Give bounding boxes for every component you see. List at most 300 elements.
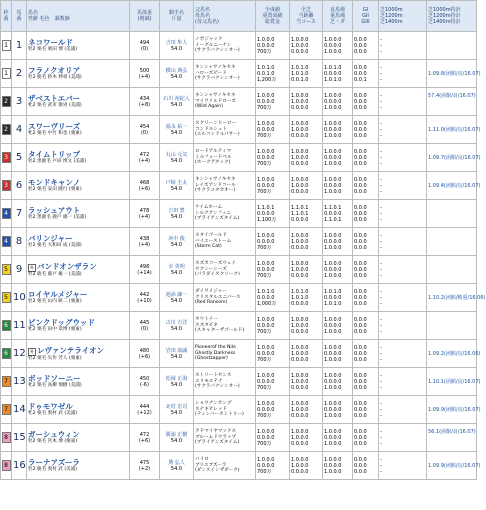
- header-dist: 全芝 当距離 当コース: [290, 1, 323, 32]
- condition-record-cell-line: 1.0.0.0: [324, 456, 342, 463]
- record-cell: [256, 88, 290, 116]
- condition-record-cell-line: 0.0.0.0: [324, 210, 342, 217]
- horse-name-link[interactable]: フラノクオリア: [28, 66, 81, 76]
- time-cell-line: -: [380, 238, 382, 245]
- best-time-cell: [427, 256, 477, 284]
- record-cell: [256, 60, 290, 88]
- table-row[interactable]: [1, 312, 477, 340]
- weight-carried: 54.0: [170, 45, 183, 52]
- distance-record-cell: [290, 200, 323, 228]
- weight-diff: (+2): [138, 465, 151, 472]
- table-row[interactable]: [1, 200, 477, 228]
- weight-value: 468: [139, 179, 150, 186]
- condition-record-cell-line: 0.0.0.0: [324, 182, 342, 189]
- condition-record-cell-line: 0.0.0.0: [324, 238, 342, 245]
- frame-cell: [1, 284, 12, 312]
- pedigree-cell-line: タウトイー: [195, 317, 218, 323]
- pedigree-cell-line: ブリエブズーラ: [195, 462, 227, 468]
- jockey-name-link[interactable]: 浜中 俊: [168, 235, 185, 242]
- best-time-cell-line: [428, 105, 475, 111]
- pedigree-cell-line: スズタビネ: [195, 322, 218, 328]
- grade-record-cell-line: 0.0.0: [354, 126, 367, 133]
- best-time-cell-line: 1:09.8(函館/良/16.07): [428, 70, 481, 77]
- horse-cell[interactable]: [27, 424, 130, 452]
- condition-record-cell-line: 0.0.0.0: [324, 434, 342, 441]
- weight-carried: 54.0: [170, 213, 183, 220]
- jockey-cell[interactable]: [160, 396, 194, 424]
- record-cell-line: 700万: [257, 104, 272, 111]
- grade-record-cell: [353, 424, 379, 452]
- condition-record-cell-line: 1.0.0.0: [324, 48, 342, 55]
- record-cell-line: 0.0.0.0: [257, 182, 275, 189]
- pedigree-cell-line: Ghostly Darkness: [195, 350, 236, 356]
- horse-name-link[interactable]: タイムトリップ: [28, 150, 81, 160]
- horse-profile: 牡2 黒鹿毛 戸田 博文 (美浦): [28, 159, 87, 165]
- table-row[interactable]: [1, 60, 477, 88]
- table-row[interactable]: [1, 340, 477, 368]
- weight-value: 498: [139, 263, 150, 270]
- distance-record-cell-line: 0.0.0.0: [291, 356, 309, 363]
- header-weight: 馬体重 (増減): [130, 1, 160, 32]
- horse-name-link[interactable]: ピンクドッグウッド: [28, 318, 95, 328]
- time-cell-line: -: [380, 456, 382, 463]
- horse-name-link[interactable]: レヴァンテライオン: [37, 346, 104, 355]
- frame-cell: [1, 32, 12, 60]
- record-cell-line: 700万: [257, 412, 272, 419]
- horse-number: 1: [12, 32, 27, 60]
- horse-cell[interactable]: [27, 256, 130, 284]
- record-cell: [256, 116, 290, 144]
- jockey-name-link[interactable]: 横山 典弘: [165, 67, 188, 74]
- time-cell-line: -: [380, 428, 382, 435]
- weight-carried: 54.0: [170, 409, 183, 416]
- grade-record-cell-line: 0.0.0: [354, 322, 367, 329]
- record-cell-line: 1.0.0.0: [257, 428, 275, 435]
- horse-cell[interactable]: [27, 312, 130, 340]
- best-time-cell: [427, 200, 477, 228]
- table-row[interactable]: [1, 256, 477, 284]
- body-weight: [130, 32, 160, 60]
- horse-name-link[interactable]: ドゥモワゼル: [28, 402, 73, 412]
- jockey-cell[interactable]: [160, 424, 194, 452]
- horse-profile: 牡2 栗毛 大和田 成 (美浦): [28, 243, 82, 249]
- jockey-cell[interactable]: [160, 200, 194, 228]
- distance-record-cell-line: 0.0.0.0: [291, 300, 309, 307]
- horse-cell[interactable]: [27, 284, 130, 312]
- jockey-cell[interactable]: [160, 228, 194, 256]
- best-time-cell-line: 1.10.2(函館/稍重/16.06): [428, 294, 486, 301]
- distance-record-cell-line: 0.0.0.0: [291, 272, 309, 279]
- horse-name-link[interactable]: ガーシュウィン: [28, 430, 80, 440]
- pedigree-cell: [194, 396, 256, 424]
- grade-record-cell-line: 0.0.0: [354, 328, 367, 335]
- jockey-name-link[interactable]: 丸山 元気: [165, 151, 188, 158]
- jockey-cell[interactable]: [160, 452, 194, 480]
- jockey-cell[interactable]: [160, 340, 194, 368]
- jockey-cell[interactable]: [160, 368, 194, 396]
- grade-record-cell-line: 0.0.0: [354, 182, 367, 189]
- body-weight: [130, 88, 160, 116]
- distance-record-cell-line: 0.0.0.0: [291, 412, 309, 419]
- horse-name-line: [28, 402, 128, 411]
- horse-name-link[interactable]: ザベストエバー: [28, 94, 81, 104]
- time-cell-line: -: [380, 344, 382, 351]
- best-time-cell-line: [428, 385, 475, 391]
- distance-record-cell-line: 0.0.0.0: [291, 384, 309, 391]
- horse-name-link[interactable]: スワーヴリーズ: [28, 122, 81, 132]
- pedigree-cell: [194, 144, 256, 172]
- frame-badge: 3: [2, 180, 11, 191]
- time-cell-line: -: [380, 148, 382, 155]
- horse-number: 9: [12, 256, 27, 284]
- pedigree-cell-line: コンドルシュト: [195, 126, 227, 132]
- horse-cell[interactable]: [27, 452, 130, 480]
- pedigree-cell-line: (ブライアンズタイム): [195, 440, 240, 446]
- horse-cell[interactable]: [27, 340, 130, 368]
- pedigree-cell-line: Pioneerof the Nile: [195, 345, 236, 351]
- jockey-cell[interactable]: [160, 88, 194, 116]
- record-cell-line: 700万: [257, 384, 272, 391]
- horse-name-line: [28, 206, 128, 215]
- jockey-name-link[interactable]: 吉田 隼人: [165, 39, 188, 46]
- grade-record-cell-line: 0.0.0: [354, 154, 367, 161]
- record-cell: [256, 172, 290, 200]
- pedigree-cell-line: ショウナンカンプ: [195, 401, 232, 407]
- distance-record-cell: [290, 396, 323, 424]
- frame-badge: 8: [2, 460, 11, 471]
- time-cell: [379, 368, 427, 396]
- frame-cell: [1, 340, 12, 368]
- weight-carried: 54.0: [170, 437, 183, 444]
- best-time-cell: [427, 368, 481, 396]
- condition-record-cell-line: 1.0.0.0: [324, 148, 342, 155]
- time-cell: [379, 284, 427, 312]
- pedigree-cell-line: (エルコンドルパサー): [195, 132, 240, 138]
- condition-record-cell-line: 0.0.0.0: [324, 406, 342, 413]
- distance-record-cell-line: 0.0.0.0: [291, 328, 309, 335]
- grade-record-cell: [353, 116, 379, 144]
- body-weight: [130, 144, 160, 172]
- distance-record-cell-line: 1.0.0.0: [291, 456, 309, 463]
- pedigree-cell-line: (Ghostzapper): [195, 356, 228, 362]
- horse-name-link[interactable]: ラーナアズーラ: [28, 458, 80, 468]
- jockey-name-link[interactable]: 黛 弘人: [168, 459, 185, 466]
- table-row[interactable]: [1, 144, 477, 172]
- weight-carried: 54.0: [170, 185, 183, 192]
- grade-record-cell-line: 0.0.0: [354, 132, 367, 139]
- frame-cell: [1, 396, 12, 424]
- pedigree-cell-line: (Wild Again): [195, 104, 224, 110]
- time-cell-line: -: [380, 328, 382, 335]
- time-cell-line: -: [380, 154, 382, 161]
- weight-value: 450: [139, 375, 150, 382]
- horse-profile: 牝2 栗毛 田中 章博 (栗東): [28, 327, 82, 333]
- best-time-cell: [427, 144, 481, 172]
- record-cell: [256, 368, 290, 396]
- grade-record-cell-line: 0.0.0: [354, 440, 367, 447]
- table-row[interactable]: [1, 116, 477, 144]
- jockey-name-link[interactable]: 古川 吉洋: [165, 319, 188, 326]
- weight-diff: (+4): [138, 73, 151, 80]
- jockey-cell[interactable]: [160, 256, 194, 284]
- table-row[interactable]: [1, 88, 477, 116]
- body-weight: [130, 396, 160, 424]
- distance-record-cell-line: 1.0.0.0: [291, 42, 309, 49]
- condition-record-cell-line: 0.0.0.0: [324, 294, 342, 301]
- time-cell: [379, 60, 427, 88]
- horse-name-link[interactable]: ボッドソーニー: [28, 374, 81, 384]
- body-weight: [130, 452, 160, 480]
- weight-value: 454: [139, 123, 150, 130]
- distance-record-cell-line: 1.0.0.0: [291, 92, 309, 99]
- record-cell: [256, 256, 290, 284]
- record-cell-line: 0.0.0.0: [257, 322, 275, 329]
- weight-diff: (0): [140, 129, 149, 136]
- pedigree-cell-line: ノボジャック: [195, 37, 223, 43]
- distance-record-cell-line: 1.0.0.0: [291, 154, 309, 161]
- horse-cell[interactable]: [27, 144, 130, 172]
- jockey-name-link[interactable]: 石川 裕紀人: [163, 95, 190, 102]
- horse-cell[interactable]: [27, 116, 130, 144]
- best-time-cell-line: [428, 189, 475, 195]
- record-cell: [256, 284, 290, 312]
- distance-record-cell-line: 0.0.0.0: [291, 132, 309, 139]
- horse-cell[interactable]: [27, 172, 130, 200]
- record-cell-line: 1.0.0.0: [257, 232, 275, 239]
- horse-name-link[interactable]: ネコワールド: [28, 38, 73, 48]
- time-cell-line: -: [380, 126, 382, 133]
- time-cell-line: -: [380, 42, 382, 49]
- jockey-name-link[interactable]: 幸 英明: [168, 263, 185, 270]
- pedigree-cell: [194, 60, 256, 88]
- horse-name-link[interactable]: バンドオンザラン: [37, 262, 97, 271]
- horse-cell[interactable]: [27, 88, 130, 116]
- record-cell-line: 0.0.0.0: [257, 210, 275, 217]
- best-time-cell: [427, 340, 481, 368]
- body-weight: [130, 200, 160, 228]
- distance-record-cell-line: 0.0.0.0: [291, 244, 309, 251]
- time-cell-line: -: [380, 272, 382, 279]
- grade-record-cell-line: 0.0.0: [354, 36, 367, 43]
- horse-cell[interactable]: [27, 228, 130, 256]
- distance-record-cell-line: 1.0.0.0: [291, 316, 309, 323]
- condition-record-cell: [323, 424, 353, 452]
- time-cell-line: -: [380, 372, 382, 379]
- table-row[interactable]: [1, 368, 477, 396]
- horse-number: 15: [12, 424, 27, 452]
- pedigree-cell-line: (Storm Cat): [195, 244, 222, 250]
- best-time-cell-line: 1.10.1(函館/良/16.07): [428, 378, 481, 385]
- time-cell-line: -: [380, 322, 382, 329]
- best-time-cell-line: [428, 329, 475, 335]
- jockey-name-link[interactable]: 勝浦 正樹: [165, 431, 188, 438]
- pedigree-cell-line: ミルフォードベル: [195, 154, 232, 160]
- weight-carried: 54.0: [170, 297, 183, 304]
- record-cell-line: 700万: [257, 160, 272, 167]
- record-cell-line: 1.0.0.0: [257, 316, 275, 323]
- table-row[interactable]: [1, 172, 477, 200]
- header-time2: 芝1000m持計 芝1200m持計 芝1400m持計: [427, 1, 477, 32]
- table-row[interactable]: [1, 32, 477, 60]
- condition-record-cell-line: 1.0.0.0: [324, 244, 342, 251]
- jockey-name-link[interactable]: 松岡 正海: [165, 375, 188, 382]
- time-cell: [379, 144, 427, 172]
- jockey-name-link[interactable]: 吉田 豊: [168, 207, 185, 214]
- body-weight: [130, 60, 160, 88]
- time-cell-line: -: [380, 204, 382, 211]
- condition-record-cell: [323, 340, 353, 368]
- distance-record-cell-line: 1.0.1.0: [291, 288, 309, 295]
- jockey-name-link[interactable]: 北村 宏司: [165, 403, 188, 410]
- time-cell-line: -: [380, 160, 382, 167]
- jockey-name-link[interactable]: 戸崎 圭太: [165, 179, 188, 186]
- jockey-cell[interactable]: [160, 116, 194, 144]
- body-weight: [130, 340, 160, 368]
- horse-cell[interactable]: [27, 60, 130, 88]
- best-time-cell-line: [428, 273, 475, 279]
- table-row[interactable]: [1, 396, 477, 424]
- horse-profile: 牡2 栗毛 栗田 博 (美浦): [28, 47, 78, 53]
- pedigree-cell: [194, 368, 256, 396]
- time-cell-line: -: [380, 188, 382, 195]
- time-cell-line: -: [380, 70, 382, 77]
- horse-name-link[interactable]: モンドキャンノ: [28, 178, 81, 188]
- horse-name-link[interactable]: ロイヤルメジャー: [28, 290, 88, 300]
- grade-record-cell: [353, 396, 379, 424]
- table-row[interactable]: [1, 452, 477, 480]
- body-weight: [130, 368, 160, 396]
- frame-badge: 1: [2, 40, 11, 51]
- horse-name-line: [28, 290, 128, 299]
- table-row[interactable]: [1, 284, 477, 312]
- horse-name-link[interactable]: バリンジャー: [28, 234, 73, 244]
- condition-record-cell-line: 1.0.0.0: [324, 372, 342, 379]
- frame-badge: 3: [2, 152, 11, 163]
- grade-record-cell-line: 0.0.0: [354, 244, 367, 251]
- time-cell-line: -: [380, 378, 382, 385]
- distance-record-cell-line: 0.0.0.0: [291, 468, 309, 475]
- horse-cell[interactable]: [27, 32, 130, 60]
- pedigree-cell: [194, 284, 256, 312]
- condition-record-cell-line: 1.0.0.0: [324, 232, 342, 239]
- table-row[interactable]: [1, 228, 477, 256]
- grade-record-cell: [353, 284, 379, 312]
- jockey-cell[interactable]: [160, 32, 194, 60]
- grade-record-cell: [353, 312, 379, 340]
- pedigree-cell-line: アドマイヤマックス: [195, 429, 237, 435]
- record-cell-line: 0.0.0.0: [257, 350, 275, 357]
- condition-record-cell: [323, 144, 353, 172]
- jockey-name-link[interactable]: 池添 謙一: [165, 291, 188, 298]
- jockey-cell[interactable]: [160, 284, 194, 312]
- horse-name-link[interactable]: ラッシュアウト: [28, 206, 81, 216]
- jockey-cell[interactable]: [160, 144, 194, 172]
- horse-profile: 牡2 栗毛 宮本 博 (栗東): [28, 439, 78, 445]
- horse-cell[interactable]: [27, 200, 130, 228]
- jockey-cell[interactable]: [160, 172, 194, 200]
- horse-cell[interactable]: [27, 396, 130, 424]
- horse-name-line: [28, 38, 128, 47]
- best-time-cell-line: [428, 49, 475, 55]
- foreign-mark-icon: 外: [30, 264, 34, 270]
- jockey-cell[interactable]: [160, 60, 194, 88]
- distance-record-cell: [290, 116, 323, 144]
- pedigree-cell: [194, 340, 256, 368]
- jockey-cell[interactable]: [160, 312, 194, 340]
- time-cell-line: -: [380, 288, 382, 295]
- record-cell-line: 700万: [257, 188, 272, 195]
- frame-cell: [1, 228, 12, 256]
- horse-profile: 牡2 黒鹿毛 鹿戸 雄一 (美浦): [28, 215, 87, 221]
- jockey-name-link[interactable]: 岩田 康誠: [165, 347, 188, 354]
- frame-cell: [1, 172, 12, 200]
- horse-name-line: [28, 94, 128, 103]
- weight-diff: (0): [140, 45, 149, 52]
- grade-record-cell: [353, 228, 379, 256]
- grade-record-cell-line: 0.0.0: [354, 232, 367, 239]
- frame-cell: [1, 88, 12, 116]
- horse-profile: 牡2 栗毛 安田 隆行 (栗東): [28, 187, 82, 193]
- jockey-name-link[interactable]: 福永 祐一: [165, 123, 188, 130]
- best-time-cell: [427, 88, 477, 116]
- best-time-cell-line: [428, 77, 475, 83]
- pedigree-cell-line: (ティンバーカントリー): [195, 412, 244, 418]
- weight-value: 472: [139, 151, 150, 158]
- time-cell-line: -: [380, 92, 382, 99]
- distance-record-cell-line: 1.0.0.0: [291, 322, 309, 329]
- horse-number: 16: [12, 452, 27, 480]
- time-cell-line: -: [380, 468, 382, 475]
- record-cell: [256, 200, 290, 228]
- horse-cell[interactable]: [27, 368, 130, 396]
- distance-record-cell: [290, 368, 323, 396]
- best-time-cell: [427, 228, 477, 256]
- pedigree-cell-line: スタイゴールド: [195, 233, 227, 239]
- condition-record-cell-line: 0.0.0.0: [324, 98, 342, 105]
- time-cell-line: -: [380, 132, 382, 139]
- grade-record-cell-line: 0.0.0: [354, 188, 367, 195]
- horse-profile: 牡2 鹿毛 奥村 武 (美浦): [28, 467, 78, 473]
- distance-record-cell: [290, 32, 323, 60]
- best-time-cell-line: 1:09.9(函館/良/16.07): [428, 406, 481, 413]
- time-cell: [379, 256, 427, 284]
- best-time-cell-line: [428, 161, 475, 167]
- record-cell-line: 0.0.0.0: [257, 266, 275, 273]
- record-cell-line: 700万: [257, 132, 272, 139]
- grade-record-cell-line: 0.0.0: [354, 372, 367, 379]
- distance-record-cell-line: 1.0.0.0: [291, 98, 309, 105]
- horse-number: 6: [12, 172, 27, 200]
- pedigree-cell: [194, 312, 256, 340]
- best-time-cell-line: [428, 413, 475, 419]
- horse-profile: 牡2 栗毛 矢作 芳人 (栗東): [28, 355, 82, 361]
- condition-record-cell: [323, 60, 353, 88]
- time-cell-line: -: [380, 98, 382, 105]
- record-cell-line: 700万: [257, 356, 272, 363]
- weight-diff: (+4): [138, 213, 151, 220]
- distance-record-cell: [290, 424, 323, 452]
- time-cell-line: -: [380, 350, 382, 357]
- table-row[interactable]: [1, 424, 477, 452]
- grade-record-cell-line: 0.0.0: [354, 468, 367, 475]
- pedigree-cell-line: キンシャサノキセキ: [195, 93, 236, 99]
- pedigree-cell-line: スズカコーズウェイ: [195, 261, 236, 267]
- distance-record-cell: [290, 452, 323, 480]
- weight-diff: (+10): [137, 297, 152, 304]
- condition-record-cell-line: 0.0.0.0: [324, 126, 342, 133]
- record-cell: [256, 312, 290, 340]
- pedigree-cell-line: ロードアルティマ: [195, 149, 232, 155]
